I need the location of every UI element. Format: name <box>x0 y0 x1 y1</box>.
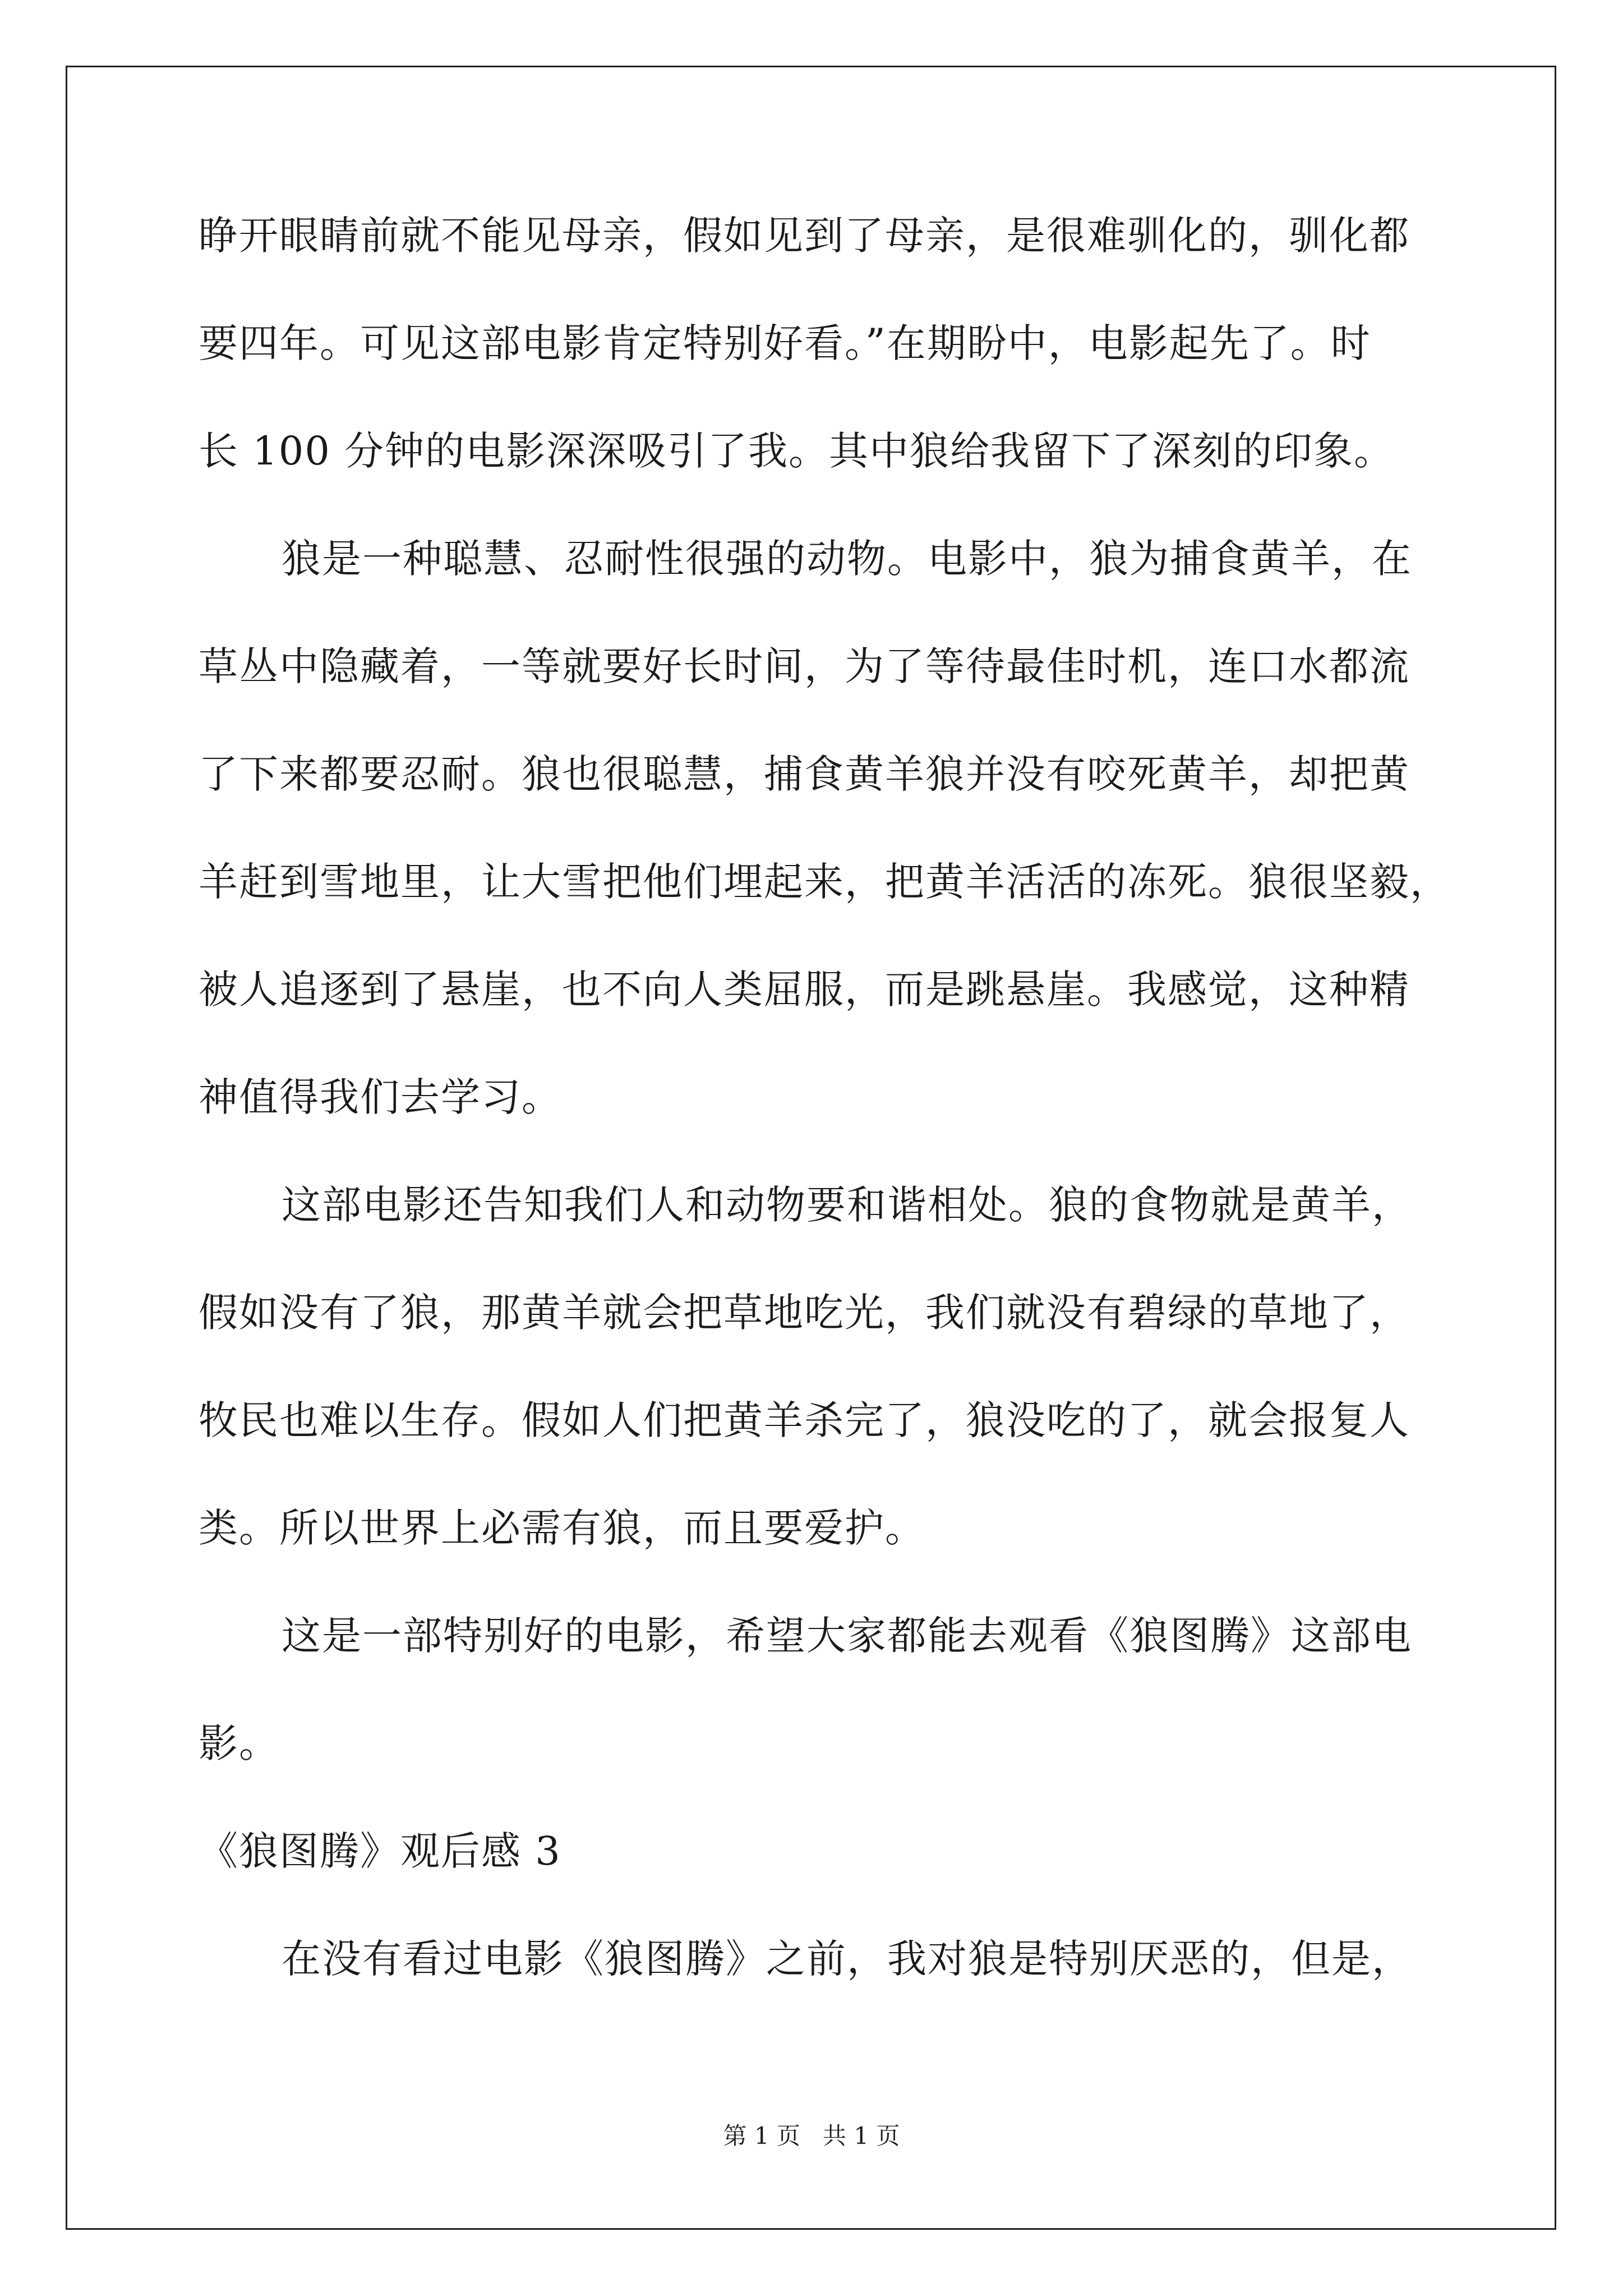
paragraph-start-line: 这部电影还告知我们人和动物要和谐相处。狼的食物就是黄羊， <box>282 1182 1412 1228</box>
paragraph-start-line: 这是一部特别好的电影，希望大家都能去观看《狼图腾》这部电 <box>282 1613 1412 1659</box>
text-line: 假如没有了狼，那黄羊就会把草地吃光，我们就没有碧绿的草地了， <box>199 1290 1410 1336</box>
text-line: 草丛中隐藏着，一等就要好长时间，为了等待最佳时机，连口水都流 <box>199 643 1410 689</box>
paragraph-start-line: 狼是一种聪慧、忍耐性很强的动物。电影中，狼为捕食黄羊，在 <box>282 536 1412 582</box>
text-line: 影。 <box>199 1720 279 1766</box>
text-line: 羊赶到雪地里，让大雪把他们埋起来，把黄羊活活的冻死。狼很坚毅， <box>199 859 1450 905</box>
text-line: 牧民也难以生存。假如人们把黄羊杀完了，狼没吃的了，就会报复人 <box>199 1397 1410 1443</box>
page-number-footer: 第 1 页 共 1 页 <box>723 2122 900 2150</box>
page-border <box>66 66 1556 2230</box>
text-line: 了下来都要忍耐。狼也很聪慧，捕食黄羊狼并没有咬死黄羊，却把黄 <box>199 751 1410 797</box>
text-line: 睁开眼睛前就不能见母亲，假如见到了母亲，是很难驯化的，驯化都 <box>199 213 1410 259</box>
text-line: 被人追逐到了悬崖，也不向人类屈服，而是跳悬崖。我感觉，这种精 <box>199 967 1410 1013</box>
text-line: 类。所以世界上必需有狼，而且要爱护。 <box>199 1505 925 1551</box>
section-heading: 《狼图腾》观后感 3 <box>199 1828 561 1874</box>
text-line: 长 100 分钟的电影深深吸引了我。其中狼给我留下了深刻的印象。 <box>199 428 1395 474</box>
paragraph-start-line: 在没有看过电影《狼图腾》之前，我对狼是特别厌恶的，但是， <box>282 1936 1412 1982</box>
text-line: 神值得我们去学习。 <box>199 1074 562 1120</box>
text-line: 要四年。可见这部电影肯定特别好看。”在期盼中，电影起先了。时 <box>199 320 1371 366</box>
